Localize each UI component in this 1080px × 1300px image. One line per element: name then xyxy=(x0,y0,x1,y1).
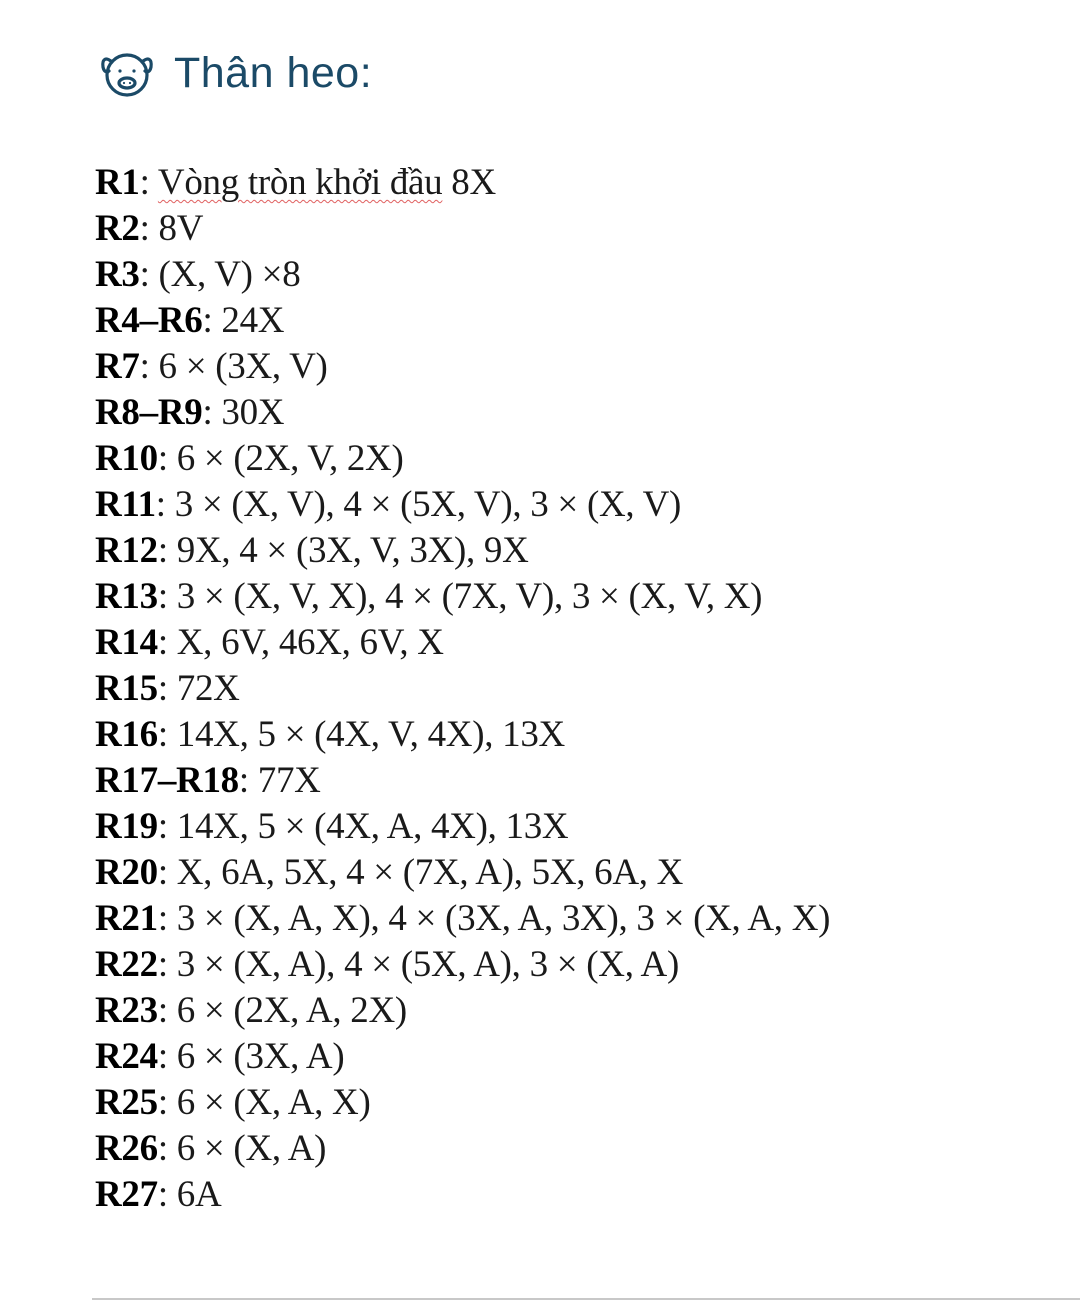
row-label: R14 xyxy=(95,622,158,663)
row-separator: : xyxy=(155,484,166,525)
row-label: R7 xyxy=(95,346,140,387)
row-instruction: 8V xyxy=(149,208,204,249)
row-separator: : xyxy=(157,438,168,479)
row-separator: : xyxy=(157,806,168,847)
row-instruction: 6 × (X, A) xyxy=(167,1128,327,1169)
row-instruction: 3 × (X, A), 4 × (5X, A), 3 × (X, A) xyxy=(167,944,679,985)
row-separator: : xyxy=(157,944,168,985)
row-label: R20 xyxy=(95,852,158,893)
row-label: R10 xyxy=(95,438,158,479)
row-label: R8–R9 xyxy=(95,392,203,433)
row-label: R22 xyxy=(95,944,158,985)
row-label: R24 xyxy=(95,1036,158,1077)
row-instruction: (X, V) ×8 xyxy=(149,254,301,295)
row-instruction: 6 × (2X, A, 2X) xyxy=(167,990,407,1031)
pattern-row xyxy=(95,482,830,528)
row-instruction: 3 × (X, V, X), 4 × (7X, V), 3 × (X, V, X) xyxy=(167,576,763,617)
row-label: R27 xyxy=(95,1174,158,1215)
row-separator: : xyxy=(157,852,168,893)
row-label: R3 xyxy=(95,254,140,295)
row-separator: : xyxy=(139,346,150,387)
row-separator: : xyxy=(157,668,168,709)
row-instruction: 6A xyxy=(167,1174,222,1215)
row-instruction: 6 × (3X, V) xyxy=(149,346,328,387)
pattern-row xyxy=(95,712,830,758)
row-label: R16 xyxy=(95,714,158,755)
row-label: R1 xyxy=(95,162,140,203)
row-separator: : xyxy=(157,1128,168,1169)
row-separator: : xyxy=(202,392,213,433)
row-instruction: 6 × (3X, A) xyxy=(167,1036,345,1077)
row-instruction: 72X xyxy=(167,668,240,709)
row-label: R23 xyxy=(95,990,158,1031)
row-separator: : xyxy=(238,760,249,801)
row-separator: : xyxy=(157,622,168,663)
pattern-row xyxy=(95,896,830,942)
pattern-row xyxy=(95,942,830,988)
row-instruction: 6 × (2X, V, 2X) xyxy=(167,438,404,479)
row-label: R15 xyxy=(95,668,158,709)
row-instruction: 3 × (X, A, X), 4 × (3X, A, 3X), 3 × (X, A, X) xyxy=(167,898,831,939)
pattern-rows-list xyxy=(95,160,830,1218)
row-instruction: 8X xyxy=(442,162,496,203)
row-instruction: 24X xyxy=(212,300,285,341)
pattern-row xyxy=(95,758,830,804)
row-label: R25 xyxy=(95,1082,158,1123)
row-separator: : xyxy=(157,898,168,939)
row-instruction: X, 6V, 46X, 6V, X xyxy=(167,622,444,663)
row-separator: : xyxy=(202,300,213,341)
pig-face-icon xyxy=(100,48,154,98)
row-label: R11 xyxy=(95,484,156,525)
row-separator: : xyxy=(157,1036,168,1077)
row-label: R21 xyxy=(95,898,158,939)
pattern-row xyxy=(95,390,830,436)
row-label: R12 xyxy=(95,530,158,571)
pattern-row xyxy=(95,666,830,712)
pattern-row xyxy=(95,1034,830,1080)
pattern-row xyxy=(95,252,830,298)
row-separator: : xyxy=(157,714,168,755)
row-instruction: 14X, 5 × (4X, V, 4X), 13X xyxy=(167,714,565,755)
pattern-row xyxy=(95,206,830,252)
pattern-row xyxy=(95,850,830,896)
pattern-row xyxy=(95,436,830,482)
pattern-row xyxy=(95,620,830,666)
section-heading xyxy=(100,48,372,98)
row-instruction: 9X, 4 × (3X, V, 3X), 9X xyxy=(167,530,529,571)
row-instruction: X, 6A, 5X, 4 × (7X, A), 5X, 6A, X xyxy=(167,852,684,893)
row-label: R2 xyxy=(95,208,140,249)
row-separator: : xyxy=(139,208,150,249)
row-separator: : xyxy=(157,576,168,617)
row-label: R13 xyxy=(95,576,158,617)
row-instruction: 30X xyxy=(212,392,285,433)
row-separator: : xyxy=(157,1082,168,1123)
pattern-row xyxy=(95,344,830,390)
pattern-row xyxy=(95,1080,830,1126)
row-separator: : xyxy=(157,990,168,1031)
pattern-row xyxy=(95,804,830,850)
row-separator: : xyxy=(157,1174,168,1215)
row-instruction: 3 × (X, V), 4 × (5X, V), 3 × (X, V) xyxy=(165,484,682,525)
pattern-row xyxy=(95,298,830,344)
row-separator: : xyxy=(139,254,150,295)
pattern-row xyxy=(95,160,830,206)
spellcheck-underlined-text: Vòng tròn khởi đầu xyxy=(157,162,443,203)
row-label: R4–R6 xyxy=(95,300,203,341)
row-instruction: 14X, 5 × (4X, A, 4X), 13X xyxy=(167,806,569,847)
pattern-row xyxy=(95,988,830,1034)
heading-title: Thân heo: xyxy=(174,48,373,97)
row-instruction: 6 × (X, A, X) xyxy=(167,1082,371,1123)
row-label: R19 xyxy=(95,806,158,847)
row-separator: : xyxy=(139,162,150,203)
pattern-row xyxy=(95,528,830,574)
row-instruction: 77X xyxy=(248,760,321,801)
row-label: R26 xyxy=(95,1128,158,1169)
row-label: R17–R18 xyxy=(95,760,239,801)
pattern-row xyxy=(95,1172,830,1218)
row-separator: : xyxy=(157,530,168,571)
row-instruction-space xyxy=(150,162,158,203)
pattern-row xyxy=(95,1126,830,1172)
pattern-row xyxy=(95,574,830,620)
